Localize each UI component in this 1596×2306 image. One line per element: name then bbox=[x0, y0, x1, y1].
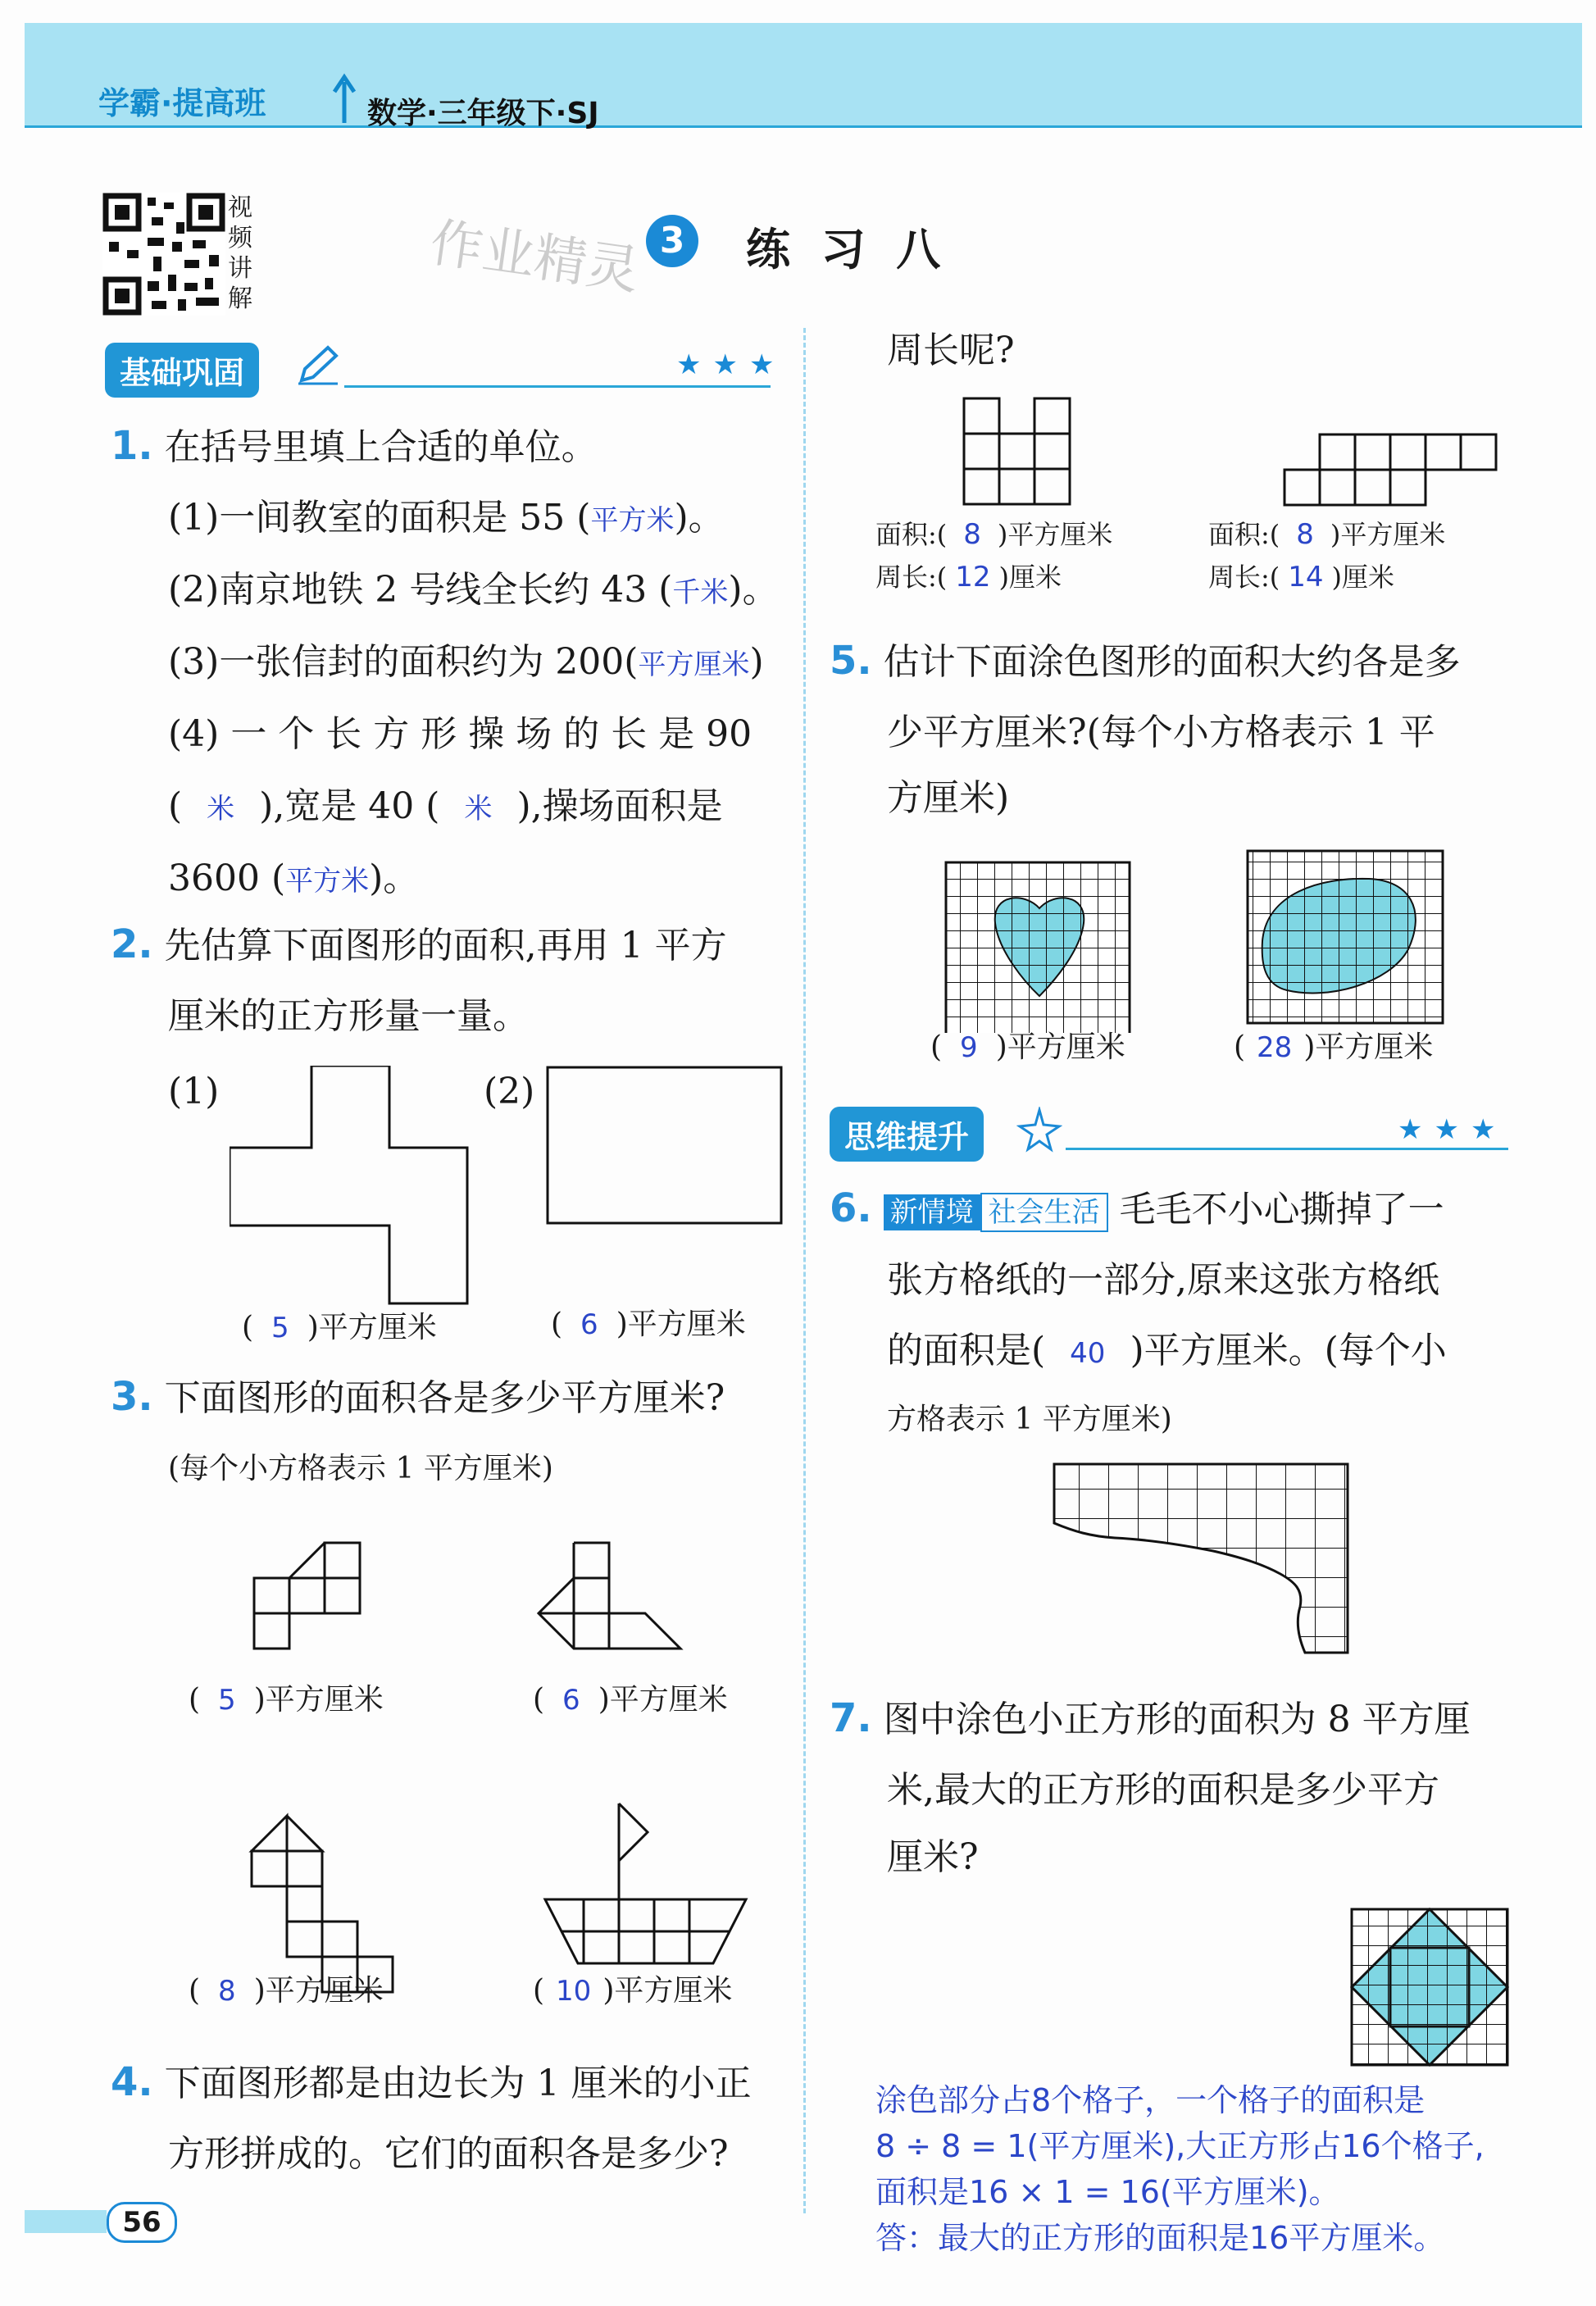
tag-new-context: 新情境 bbox=[884, 1194, 980, 1230]
tag-social-life: 社会生活 bbox=[980, 1193, 1108, 1232]
q1-text: ),宽是 40 ( bbox=[259, 785, 440, 827]
question-number: 3. bbox=[111, 1374, 153, 1420]
q4-shapes bbox=[959, 393, 1533, 508]
section-advanced-label: 思维提升 bbox=[830, 1107, 984, 1162]
q1-part-4-cont bbox=[168, 771, 723, 845]
section-advanced-rule bbox=[1066, 1148, 1508, 1150]
question-stem: 方厘米) bbox=[887, 777, 1010, 819]
unit-label: )平方厘米 bbox=[602, 1974, 733, 2008]
header-rule bbox=[25, 125, 1582, 128]
q4-perim-1 bbox=[875, 556, 1062, 598]
q5-grids bbox=[943, 844, 1533, 1033]
answer: 5 bbox=[218, 1684, 236, 1717]
answer: 9 bbox=[960, 1031, 978, 1064]
q4-perim-2 bbox=[1208, 556, 1394, 598]
subject-label: 数学·三年级下·SJ bbox=[367, 97, 599, 130]
q3-answer-1 bbox=[189, 1664, 384, 1736]
question-stem: 方形拼成的。它们的面积各是多少? bbox=[168, 2133, 729, 2175]
watermark: 作业精灵 bbox=[426, 212, 643, 302]
q1-text: )。 bbox=[674, 497, 725, 539]
question-7 bbox=[830, 1682, 1471, 1756]
unit-label: )平方厘米 bbox=[997, 519, 1113, 550]
q6-text: 的面积是( bbox=[887, 1330, 1046, 1371]
unit-label: )平方厘米 bbox=[307, 1311, 437, 1344]
unit-label: )厘米 bbox=[1331, 562, 1395, 593]
unit-label: )厘米 bbox=[998, 562, 1062, 593]
perimeter-label: 周长:( bbox=[875, 562, 948, 593]
question-stem: 厘米? bbox=[887, 1836, 979, 1878]
page-number: 56 bbox=[107, 2202, 177, 2243]
perimeter-label: 周长:( bbox=[1208, 562, 1280, 593]
q1-text: )。 bbox=[369, 857, 420, 899]
question-stem: 下面图形的面积各是多少平方厘米? bbox=[164, 1377, 725, 1419]
q1-text: (1)一间教室的面积是 55 ( bbox=[168, 497, 591, 539]
unit-label: )平方厘米 bbox=[616, 1308, 746, 1341]
question-1 bbox=[111, 410, 598, 484]
section-basic-stars: ★★★ bbox=[676, 348, 786, 381]
question-6 bbox=[830, 1172, 1444, 1249]
q1-part-2 bbox=[168, 554, 779, 629]
question-stem: (每个小方格表示 1 平方厘米) bbox=[168, 1452, 553, 1485]
answer: 40 bbox=[1070, 1337, 1106, 1370]
q7-work-line-3: 面积是16 × 1 = 16(平方厘米)。 bbox=[875, 2174, 1340, 2210]
q5-answer-2 bbox=[1234, 1012, 1433, 1084]
q4-area-1 bbox=[875, 513, 1112, 556]
q7-work-line-1: 涂色部分占8个格子，一个格子的面积是 bbox=[875, 2082, 1425, 2118]
paren: ( bbox=[551, 1308, 563, 1341]
question-2 bbox=[111, 908, 727, 982]
question-number: 2. bbox=[111, 921, 153, 967]
answer: 5 bbox=[271, 1312, 289, 1344]
unit-label: )平方厘米 bbox=[1303, 1030, 1434, 1064]
arrow-icon bbox=[328, 72, 361, 126]
answer: 12 bbox=[955, 561, 991, 594]
answer: 28 bbox=[1257, 1031, 1293, 1064]
q3-answer-2 bbox=[533, 1664, 728, 1736]
question-stem: 周长呢? bbox=[887, 330, 1015, 371]
paren: ( bbox=[533, 1683, 545, 1717]
unit-label: )平方厘米 bbox=[598, 1683, 728, 1717]
question-number: 7. bbox=[830, 1695, 872, 1741]
q1-text: ),操场面积是 bbox=[516, 785, 723, 827]
column-divider bbox=[803, 328, 806, 2213]
q2-label-2: (2) bbox=[484, 1071, 535, 1112]
qr-code-icon bbox=[102, 193, 225, 316]
q1-text: (3)一张信封的面积约为 200( bbox=[168, 641, 639, 683]
question-stem: 米,最大的正方形的面积是多少平方 bbox=[887, 1769, 1439, 1811]
answer: 8 bbox=[963, 518, 981, 551]
q1-part-1 bbox=[168, 482, 725, 557]
question-5 bbox=[830, 625, 1461, 698]
answer: 平方厘米 bbox=[638, 648, 750, 681]
answer: 10 bbox=[556, 1975, 592, 2008]
q1-text: (2)南京地铁 2 号线全长约 43 ( bbox=[168, 569, 673, 611]
question-number: 5. bbox=[830, 638, 872, 684]
area-label: 面积:( bbox=[1208, 519, 1280, 550]
question-number: 1. bbox=[111, 423, 153, 469]
answer: 8 bbox=[1296, 518, 1314, 551]
question-stem: 厘米的正方形量一量。 bbox=[168, 995, 529, 1037]
q1-text: )。 bbox=[728, 569, 779, 611]
unit-label: )平方厘米 bbox=[995, 1030, 1125, 1064]
area-label: 面积:( bbox=[875, 519, 948, 550]
paren: ( bbox=[189, 1683, 201, 1717]
q2-answer-2 bbox=[551, 1289, 746, 1361]
question-number: 4. bbox=[111, 2059, 153, 2105]
q1-text: 3600 ( bbox=[168, 857, 286, 899]
answer: 米 bbox=[207, 793, 235, 826]
question-stem: 方格表示 1 平方厘米) bbox=[887, 1403, 1172, 1436]
q5-answer-1 bbox=[930, 1012, 1125, 1084]
q3-answer-4 bbox=[533, 1955, 732, 2027]
unit-label: )平方厘米 bbox=[253, 1683, 384, 1717]
q2-answer-1 bbox=[242, 1292, 437, 1364]
section-basic-label: 基础巩固 bbox=[105, 343, 259, 398]
paren: ( bbox=[533, 1974, 545, 2008]
answer: 平方米 bbox=[285, 865, 370, 898]
question-stem: 毛毛不小心撕掉了一 bbox=[1119, 1189, 1444, 1230]
paren: ( bbox=[930, 1030, 943, 1064]
q1-text: ( bbox=[168, 785, 183, 827]
section-advanced-stars: ★★★ bbox=[1398, 1113, 1507, 1146]
paren: ( bbox=[1234, 1030, 1246, 1064]
answer: 平方米 bbox=[590, 504, 675, 537]
q7-work-line-4: 答：最大的正方形的面积是16平方厘米。 bbox=[875, 2220, 1445, 2256]
brand-title: 学霸·提高班 bbox=[98, 85, 266, 121]
paren: ( bbox=[242, 1311, 254, 1344]
q1-part-4: (4) 一 个 长 方 形 操 场 的 长 是 90 bbox=[168, 713, 753, 755]
question-stem: 在括号里填上合适的单位。 bbox=[164, 426, 598, 468]
footer-band bbox=[25, 2210, 107, 2233]
answer: 6 bbox=[562, 1684, 580, 1717]
question-stem: 先估算下面图形的面积,再用 1 平方 bbox=[164, 925, 727, 967]
q6-torn-grid bbox=[1049, 1459, 1353, 1660]
question-stem: 下面图形都是由边长为 1 厘米的小正 bbox=[164, 2063, 752, 2104]
q1-text: ) bbox=[749, 641, 764, 683]
sparkle-icon bbox=[1016, 1107, 1062, 1153]
answer: 千米 bbox=[672, 576, 729, 609]
question-4 bbox=[111, 2046, 752, 2120]
q2-shapes bbox=[230, 1066, 795, 1312]
answer: 14 bbox=[1288, 561, 1324, 594]
pencil-icon bbox=[295, 344, 341, 385]
q1-part-3 bbox=[168, 626, 764, 701]
section-basic-rule bbox=[344, 385, 771, 388]
q2-label-1: (1) bbox=[168, 1071, 220, 1112]
lesson-number-badge: 3 bbox=[646, 215, 698, 267]
page-title: 练 习 八 bbox=[746, 224, 941, 275]
q4-area-2 bbox=[1208, 513, 1445, 556]
q6-text: )平方厘米。(每个小 bbox=[1130, 1330, 1447, 1371]
q7-work-line-2: 8 ÷ 8 = 1(平方厘米),大正方形占16个格子, bbox=[875, 2128, 1485, 2164]
answer: 米 bbox=[464, 793, 493, 826]
unit-label: )平方厘米 bbox=[253, 1974, 384, 2008]
q7-square-grid bbox=[1348, 1906, 1512, 2070]
question-stem: 图中涂色小正方形的面积为 8 平方厘 bbox=[883, 1699, 1471, 1740]
q3-answer-3 bbox=[189, 1955, 384, 2027]
paren: ( bbox=[189, 1974, 201, 2008]
question-3 bbox=[111, 1361, 725, 1435]
question-stem: 少平方厘米?(每个小方格表示 1 平 bbox=[887, 712, 1435, 753]
answer: 8 bbox=[218, 1975, 236, 2008]
answer: 6 bbox=[580, 1308, 598, 1341]
question-stem: 张方格纸的一部分,原来这张方格纸 bbox=[887, 1259, 1439, 1301]
qr-caption: 视频讲解 bbox=[228, 193, 252, 313]
unit-label: )平方厘米 bbox=[1330, 519, 1446, 550]
question-stem: 估计下面涂色图形的面积大约各是多 bbox=[883, 641, 1461, 683]
question-number: 6. bbox=[830, 1185, 872, 1231]
q1-part-4-end bbox=[168, 843, 419, 917]
q6-answer-line bbox=[887, 1315, 1447, 1390]
